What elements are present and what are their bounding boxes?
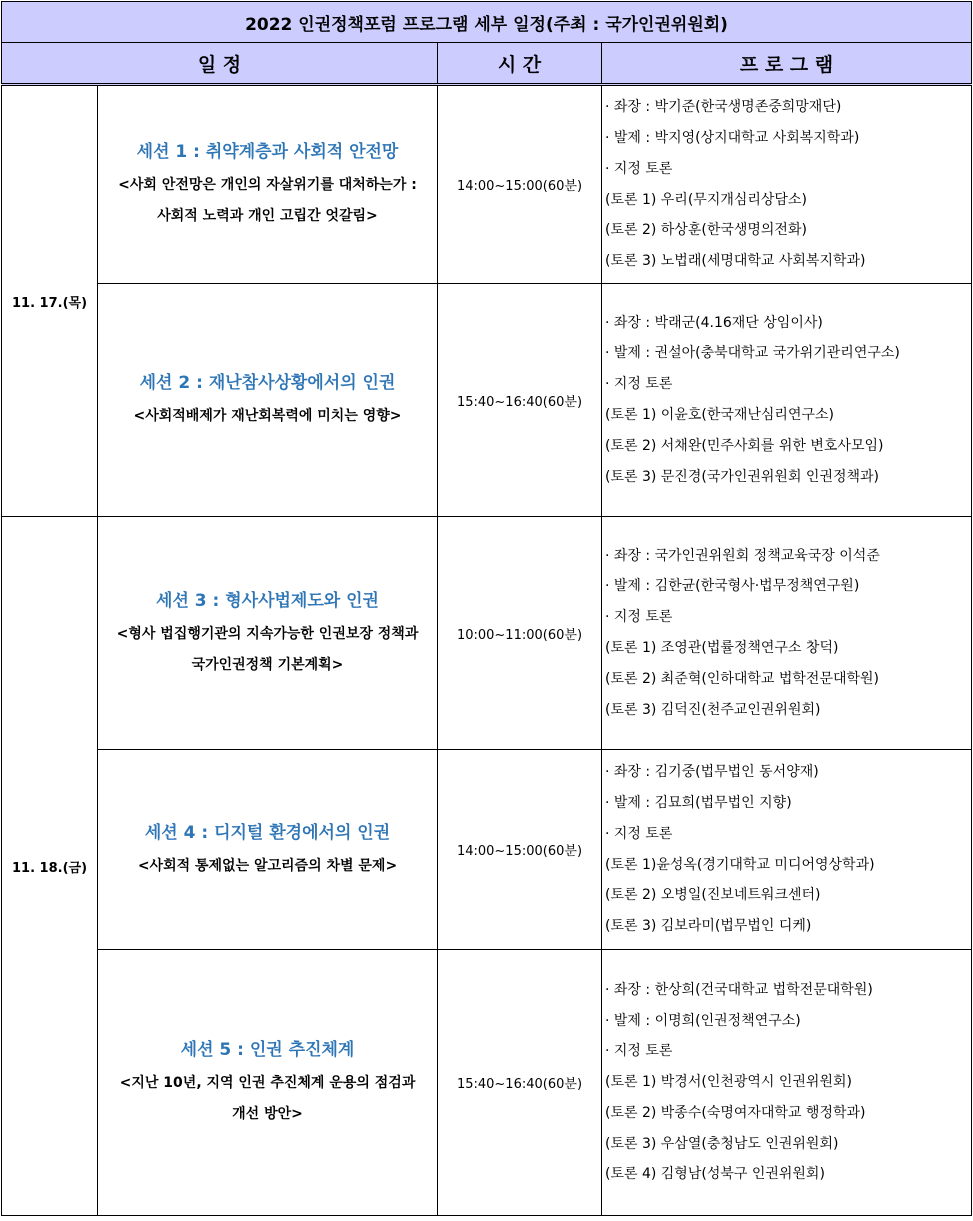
header-program: 프 로 그 램 <box>602 43 972 85</box>
program-line: (토론 1) 우리(무지개심리상담소) <box>605 191 807 208</box>
session-subtitle-1-line-1: <사회 안전망은 개인의 자살위기를 대처하는가 : <box>118 177 417 193</box>
date-cell-day2: 11. 18.(금) <box>2 517 98 1216</box>
session-program-2 <box>602 284 972 517</box>
program-line: (토론 3) 노법래(세명대학교 사회복지학과) <box>605 253 866 270</box>
session-row-4 <box>2 750 972 950</box>
session-cell-2 <box>98 284 438 517</box>
program-line: · 지정 토론 <box>605 825 673 842</box>
session-row-2 <box>2 284 972 517</box>
program-line: (토론 1) 박경서(인천광역시 인권위원회) <box>605 1074 852 1091</box>
program-line: (토론 2) 하상훈(한국생명의전화) <box>605 222 807 239</box>
program-line: · 발제 : 김한균(한국형사·법무정책연구원) <box>605 578 860 595</box>
program-line: (토론 3) 김보라미(법무법인 디케) <box>605 918 812 935</box>
page-title: 2022 인권정책포럼 프로그램 세부 일정(주최 : 국가인권위원회) <box>2 2 972 43</box>
session-cell-5 <box>98 950 438 1216</box>
session-program-3 <box>602 517 972 750</box>
session-row-3 <box>2 517 972 750</box>
program-line: · 발제 : 권설아(충북대학교 국가위기관리연구소) <box>605 345 900 362</box>
session-subtitle-4-line-1: <사회적 통제없는 알고리즘의 차별 문제> <box>137 857 398 874</box>
session-subtitle-3-line-1: <형사 법집행기관의 지속가능한 인권보장 정책과 <box>116 625 419 642</box>
session-time-2: 15:40~16:40(60분) <box>438 284 602 517</box>
program-line: · 발제 : 박지영(상지대학교 사회복지학과) <box>605 129 860 146</box>
session-title-4: 세션 4 : 디지털 환경에서의 인권 <box>144 822 391 843</box>
session-subtitle-5-line-1: <지난 10년, 지역 인권 추진체계 운용의 점검과 <box>119 1075 416 1091</box>
session-program-5 <box>602 950 972 1216</box>
schedule-table <box>1 1 972 1216</box>
session-row-1 <box>2 85 972 284</box>
program-line: · 좌장 : 박기준(한국생명존중희망재단) <box>605 99 842 116</box>
program-line: (토론 2) 오병일(진보네트워크센터) <box>605 887 821 904</box>
program-line: · 좌장 : 한상희(건국대학교 법학전문대학원) <box>605 981 873 998</box>
program-line: (토론 3) 우삼열(충청남도 인권위원회) <box>605 1135 839 1152</box>
program-line: · 지정 토론 <box>605 609 673 626</box>
session-cell-4 <box>98 750 438 950</box>
session-program-4 <box>602 750 972 950</box>
program-line: (토론 3) 김덕진(천주교인권위원회) <box>605 701 821 718</box>
program-line: (토론 1)윤성옥(경기대학교 미디어영상학과) <box>605 856 875 873</box>
session-time-3: 10:00~11:00(60분) <box>438 517 602 750</box>
program-line: · 발제 : 이명희(인권정책연구소) <box>605 1012 801 1029</box>
session-subtitle-1-line-2: 사회적 노력과 개인 고립간 엇갈림> <box>157 208 378 224</box>
session-program-1 <box>602 85 972 284</box>
program-line: · 지정 토론 <box>605 1043 673 1060</box>
session-time-4: 14:00~15:00(60분) <box>438 750 602 950</box>
program-line: · 좌장 : 박래군(4.16재단 상임이사) <box>605 314 823 331</box>
program-line: · 좌장 : 김기중(법무법인 동서양재) <box>605 764 819 781</box>
program-line: · 좌장 : 국가인권위원회 정책교육국장 이석준 <box>605 547 880 564</box>
session-subtitle-3-line-2: 국가인권정책 기본계획> <box>191 656 344 673</box>
session-subtitle-2-line-1: <사회적배제가 재난회복력에 미치는 영향> <box>133 408 402 424</box>
program-line: · 지정 토론 <box>605 376 673 393</box>
session-row-5 <box>2 950 972 1216</box>
program-line: (토론 2) 최준혁(인하대학교 법학전문대학원) <box>605 670 880 687</box>
program-line: (토론 3) 문진경(국가인권위원회 인권정책과) <box>605 468 880 485</box>
date-cell-day1: 11. 17.(목) <box>2 85 98 517</box>
session-title-5: 세션 5 : 인권 추진체계 <box>180 1040 355 1060</box>
session-cell-3 <box>98 517 438 750</box>
session-subtitle-5-line-2: 개선 방안> <box>232 1106 303 1122</box>
program-line: · 지정 토론 <box>605 160 673 177</box>
header-time: 시 간 <box>438 43 602 85</box>
session-title-3: 세션 3 : 형사사법제도와 인권 <box>156 590 379 611</box>
program-line: (토론 2) 박종수(숙명여자대학교 행정학과) <box>605 1104 866 1121</box>
session-title-1: 세션 1 : 취약계층과 사회적 안전망 <box>136 142 399 162</box>
program-line: (토론 4) 김형남(성북구 인권위원회) <box>605 1166 825 1183</box>
session-title-2: 세션 2 : 재난참사상황에서의 인권 <box>139 373 396 393</box>
program-line: (토론 1) 이윤호(한국재난심리연구소) <box>605 407 834 423</box>
program-line: (토론 1) 조영관(법률정책연구소 창덕) <box>605 640 839 656</box>
program-line: · 발제 : 김묘희(법무법인 지향) <box>605 794 792 811</box>
program-line: (토론 2) 서채완(민주사회를 위한 변호사모임) <box>605 437 884 454</box>
session-cell-1 <box>98 85 438 284</box>
session-time-5: 15:40~16:40(60분) <box>438 950 602 1216</box>
header-schedule: 일 정 <box>2 43 438 85</box>
session-time-1: 14:00~15:00(60분) <box>438 85 602 284</box>
